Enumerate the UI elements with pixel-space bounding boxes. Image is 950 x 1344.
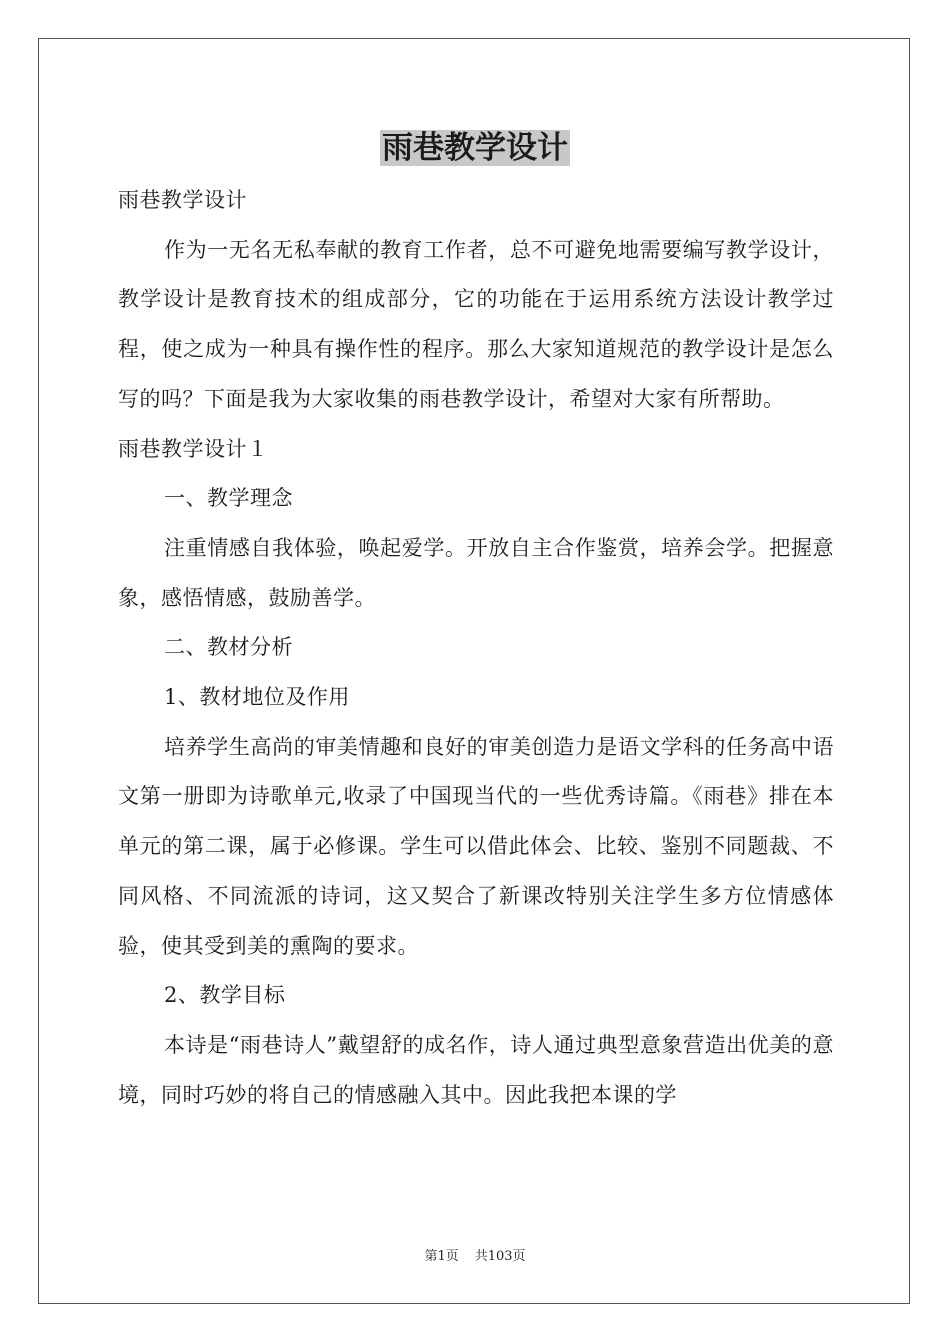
paragraph: 注重情感自我体验，唤起爱学。开放自主合作鉴赏，培养会学。把握意象，感悟情感，鼓励善学。 [118,535,834,610]
document-body [118,176,834,1120]
paragraph: 作为一无名无私奉献的教育工作者，总不可避免地需要编写教学设计，教学设计是教育技术的组成部分，它的功能在于运用系统方法设计教学过程，使之成为一种具有操作性的程序。那么大家知道规范的教学设计是怎么写的吗？下面是我为大家收集的雨巷教学设计，希望对大家有所帮助。 [118,237,834,411]
document-title-text: 雨巷教学设计 [382,130,568,166]
total-pages: 共103页 [474,1249,526,1264]
section-heading: 一、教学理念 [164,486,293,511]
document-title [0,126,950,170]
subsection-heading: 2、教学目标 [164,983,286,1008]
paragraph: 雨巷教学设计 [118,188,247,212]
page-footer [0,1247,950,1267]
paragraph: 雨巷教学设计１ [118,436,269,461]
subsection-heading: 1、教材地位及作用 [164,685,350,710]
paragraph: 本诗是“雨巷诗人”戴望舒的成名作，诗人通过典型意象营造出优美的意境，同时巧妙的将自己的情感融入其中。因此我把本课的学 [118,1032,834,1107]
section-heading: 二、教材分析 [164,635,293,660]
page-number: 第1页 [424,1249,459,1264]
paragraph: 培养学生高尚的审美情趣和良好的审美创造力是语文学科的任务高中语文第一册即为诗歌单元,收录了中国现当代的一些优秀诗篇。《雨巷》排在本单元的第二课，属于必修课。学生可以借此体会、比较、鉴别不同题裁、不同风格、不同流派的诗词，这又契合了新课改特别关注学生多方位情感体验，使其受到美的熏陶的要求。 [118,734,834,958]
